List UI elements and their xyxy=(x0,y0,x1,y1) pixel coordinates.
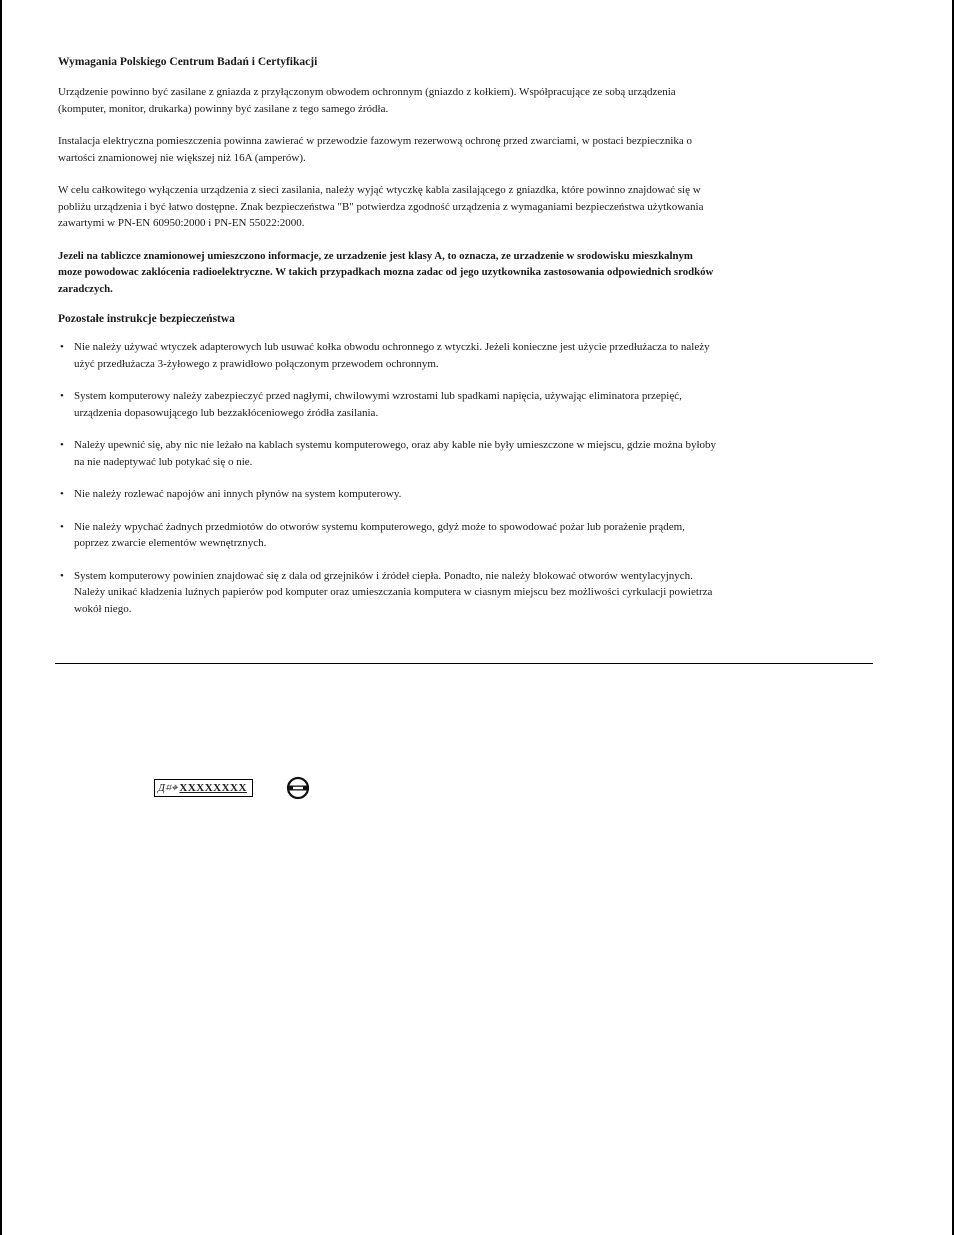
certification-mark-icon xyxy=(285,776,311,800)
certification-label xyxy=(154,779,253,797)
certification-code: XXXXXXXX xyxy=(179,782,247,794)
paragraph-fuse: Instalacja elektryczna pomieszczenia powinna zawierać w przewodzie fazowym rezerwową ochronę przed zwarciami, w postaci bezpiecznika o wartości znamionowej nie większej niż 16A (amperów). xyxy=(58,135,693,164)
list-item: • Nie należy wpychać żadnych przedmiotów do otworów systemu komputerowego, gdyż może to spowodować pożar lub porażenie prądem, poprzez zwarcie elementów wewnętrznych. xyxy=(58,519,718,552)
section-subtitle: Pozostałe instrukcje bezpieczeństwa xyxy=(58,313,235,325)
paragraph-class-a: Jezeli na tabliczce znamionowej umieszczono informacje, ze urzadzenie jest klasy A, to oznacza, ze urzadzenie w srodowisku mieszkalnym moze powodowac zaklócenia radioelektryczne. W takich przypadkach mozna zadac od jego uzytkownika zastosowania odpowiednich srodków zaradczych. xyxy=(58,249,714,295)
page-border-left xyxy=(0,0,2,1235)
regulatory-text-image xyxy=(58,56,718,633)
safety-instructions-list xyxy=(58,339,718,617)
certification-prefix: Д⌗⌖ xyxy=(158,781,178,794)
list-item: • Należy upewnić się, aby nic nie leżało na kablach systemu komputerowego, oraz aby kable nie były umieszczone w miejscu, gdzie można byłoby na nie nadeptywać lub potykać się o nie. xyxy=(58,437,718,470)
list-item: • Nie należy używać wtyczek adapterowych lub usuwać kołka obwodu ochronnego z wtyczki. Jeżeli konieczne jest użycie przedłużacza to należy użyć przedłużacza 3-żyłowego z prawidłowo połączonym przewodem ochronnym. xyxy=(58,339,718,372)
paragraph-disconnect: W celu całkowitego wyłączenia urządzenia z sieci zasilania, należy wyjąć wtyczkę kabla zasilającego z gniazdka, które powinno znajdować się w pobliżu urządzenia i być łatwo dostępne. Znak bezpieczeństwa "B" potwierdza zgodność urządzenia z wymaganiami bezpieczeństwa użytkowania zawartymi w PN-EN 60950:2000 i PN-EN 55022:2000. xyxy=(58,184,704,229)
paragraph-grounding: Urządzenie powinno być zasilane z gniazda z przyłączonym obwodem ochronnym (gniazdo z kołkiem). Współpracujące ze sobą urządzenia (komputer, monitor, drukarka) powinny być zasilane z tego samego źródła. xyxy=(58,86,676,115)
document-title: Wymagania Polskiego Centrum Badań i Certyfikacji xyxy=(58,56,318,68)
list-item: • System komputerowy należy zabezpieczyć przed nagłymi, chwilowymi wzrostami lub spadkami napięcia, używając eliminatora przepięć, urządzenia dopasowującego lub bezzakłóceniowego źródła zasilania. xyxy=(58,388,718,421)
list-item: • Nie należy rozlewać napojów ani innych płynów na system komputerowy. xyxy=(58,486,718,503)
horizontal-rule xyxy=(55,663,873,664)
list-item: • System komputerowy powinien znajdować się z dala od grzejników i źródeł ciepła. Ponadto, nie należy blokować otworów wentylacyjnych. Należy unikać kładzenia luźnych papierów pod komputer oraz umieszczania komputera w ciasnym miejscu bez możliwości cyrkulacji powietrza wokół niego. xyxy=(58,568,718,618)
